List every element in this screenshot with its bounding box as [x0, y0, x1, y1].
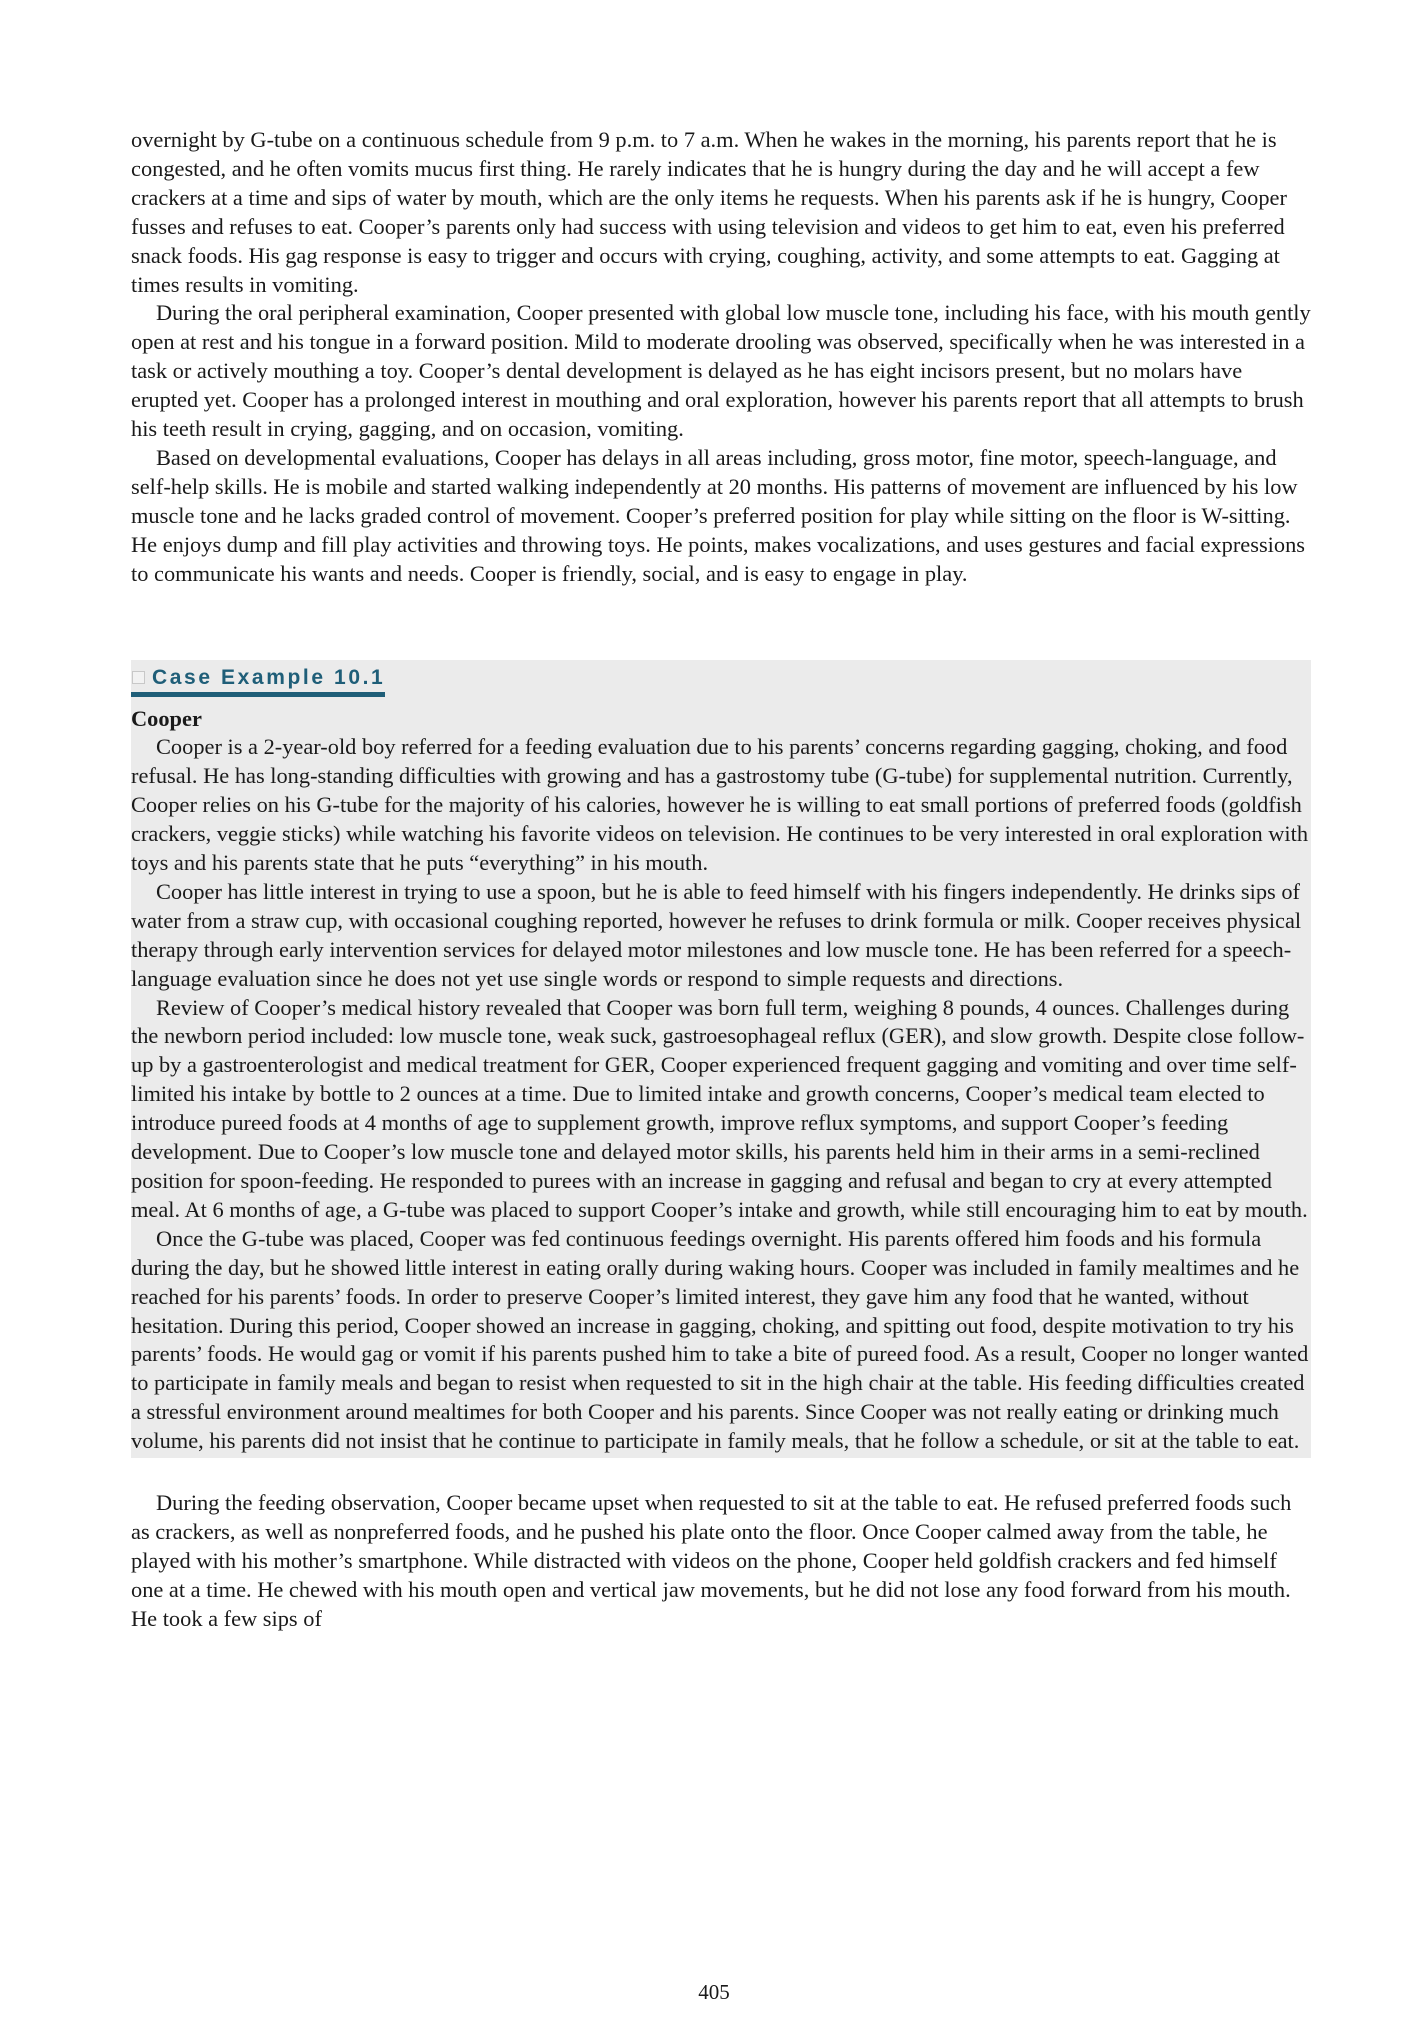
- body-paragraph: During the oral peripheral examination, Cooper presented with global low muscle tone, including his face, with his mouth gently open at rest and his tongue in a forward position. Mild to moderate drooling was observed, specifically when he was interested in a task or actively mouthing a toy. Cooper’s dental development is delayed as he has eight incisors present, but no molars have erupted yet. Cooper has a prolonged interest in mouthing and oral exploration, however his parents report that all attempts to brush his teeth result in crying, gagging, and on occasion, vomiting.: [131, 300, 1311, 442]
- case-paragraph: Once the G-tube was placed, Cooper was fed continuous feedings overnight. His parents offered him foods and his formula during the day, but he showed little interest in eating orally during waking hours. Cooper was included in family mealtimes and he reached for his parents’ foods. In order to preserve Cooper’s limited interest, they gave him any food that he wanted, without hesitation. During this period, Cooper showed an increase in gagging, choking, and spitting out food, despite motivation to try his parents’ foods. He would gag or vomit if his parents pushed him to take a bite of pureed food. As a result, Cooper no longer wanted to participate in family meals and began to resist when requested to sit in the high chair at the table. His feeding difficulties created a stressful environment around mealtimes for both Cooper and his parents. Since Cooper was not really eating or drinking much volume, his parents did not insist that he continue to participate in family meals, that he follow a schedule, or sit at the table to eat.: [131, 1225, 1309, 1454]
- case-example-header: [131, 660, 385, 697]
- body-paragraph: During the feeding observation, Cooper became upset when requested to sit at the table to eat. He refused preferred foods such as crackers, as well as nonpreferred foods, and he pushed his plate onto the floor. Once Cooper calmed away from the table, he played with his mother’s smartphone. While distracted with videos on the phone, Cooper held goldfish crackers and fed himself one at a time. He chewed with his mouth open and vertical jaw movements, but he did not lose any food forward from his mouth. He took a few sips of: [131, 1490, 1292, 1631]
- case-example-name: Cooper: [131, 705, 202, 731]
- case-marker-icon: [132, 671, 145, 684]
- page-body: [131, 126, 1311, 1634]
- body-paragraph: overnight by G-tube on a continuous schedule from 9 p.m. to 7 a.m. When he wakes in the morning, his parents report that he is congested, and he often vomits mucus first thing. He rarely indicates that he is hungry during the day and he will accept a few crackers at a time and sips of water by mouth, which are the only items he requests. When his parents ask if he is hungry, Cooper fusses and refuses to eat. Cooper’s parents only had success with using television and videos to get him to eat, even his preferred snack foods. His gag response is easy to trigger and occurs with crying, coughing, activity, and some attempts to eat. Gagging at times results in vomiting.: [131, 127, 1287, 297]
- body-paragraph: Based on developmental evaluations, Cooper has delays in all areas including, gross motor, fine motor, speech-language, and self-help skills. He is mobile and started walking independently at 20 months. His patterns of movement are influenced by his low muscle tone and he lacks graded control of movement. Cooper’s preferred position for play while sitting on the floor is W-sitting. He enjoys dump and fill play activities and throwing toys. He points, makes vocalizations, and uses gestures and facial expressions to communicate his wants and needs. Cooper is friendly, social, and is easy to engage in play.: [131, 444, 1305, 586]
- case-paragraph: Cooper has little interest in trying to use a spoon, but he is able to feed himself with his fingers independently. He drinks sips of water from a straw cup, with occasional coughing reported, however he refuses to drink formula or milk. Cooper receives physical therapy through early intervention services for delayed motor milestones and low muscle tone. He has been referred for a speech-language evaluation since he does not yet use single words or respond to simple requests and directions.: [131, 878, 1302, 991]
- case-paragraph: Cooper is a 2-year-old boy referred for a feeding evaluation due to his parents’ concerns regarding gagging, choking, and food refusal. He has long-standing difficulties with growing and has a gastrostomy tube (G-tube) for supplemental nutrition. Currently, Cooper relies on his G-tube for the majority of his calories, however he is willing to eat small portions of preferred foods (goldfish crackers, veggie sticks) while watching his favorite videos on television. He continues to be very interested in oral exploration with toys and his parents state that he puts “everything” in his mouth.: [131, 734, 1309, 876]
- page-number: 405: [698, 1980, 730, 2004]
- case-paragraph: Review of Cooper’s medical history revealed that Cooper was born full term, weighing 8 pounds, 4 ounces. Challenges during the newborn period included: low muscle tone, weak suck, gastroesophageal reflux (GER), and slow growth. Despite close follow-up by a gastroenterologist and medical treatment for GER, Cooper experienced frequent gagging and vomiting and over time self-limited his intake by bottle to 2 ounces at a time. Due to limited intake and growth concerns, Cooper’s medical team elected to introduce pureed foods at 4 months of age to supplement growth, improve reflux symptoms, and support Cooper’s feeding development. Due to Cooper’s low muscle tone and delayed motor skills, his parents held him in their arms in a semi-reclined position for spoon-feeding. He responded to purees with an increase in gagging and refusal and began to cry at every attempted meal. At 6 months of age, a G-tube was placed to support Cooper’s intake and growth, while still encouraging him to eat by mouth.: [131, 994, 1308, 1222]
- case-example-label: Case Example 10.1: [152, 665, 386, 689]
- case-example-box: [131, 660, 1311, 1459]
